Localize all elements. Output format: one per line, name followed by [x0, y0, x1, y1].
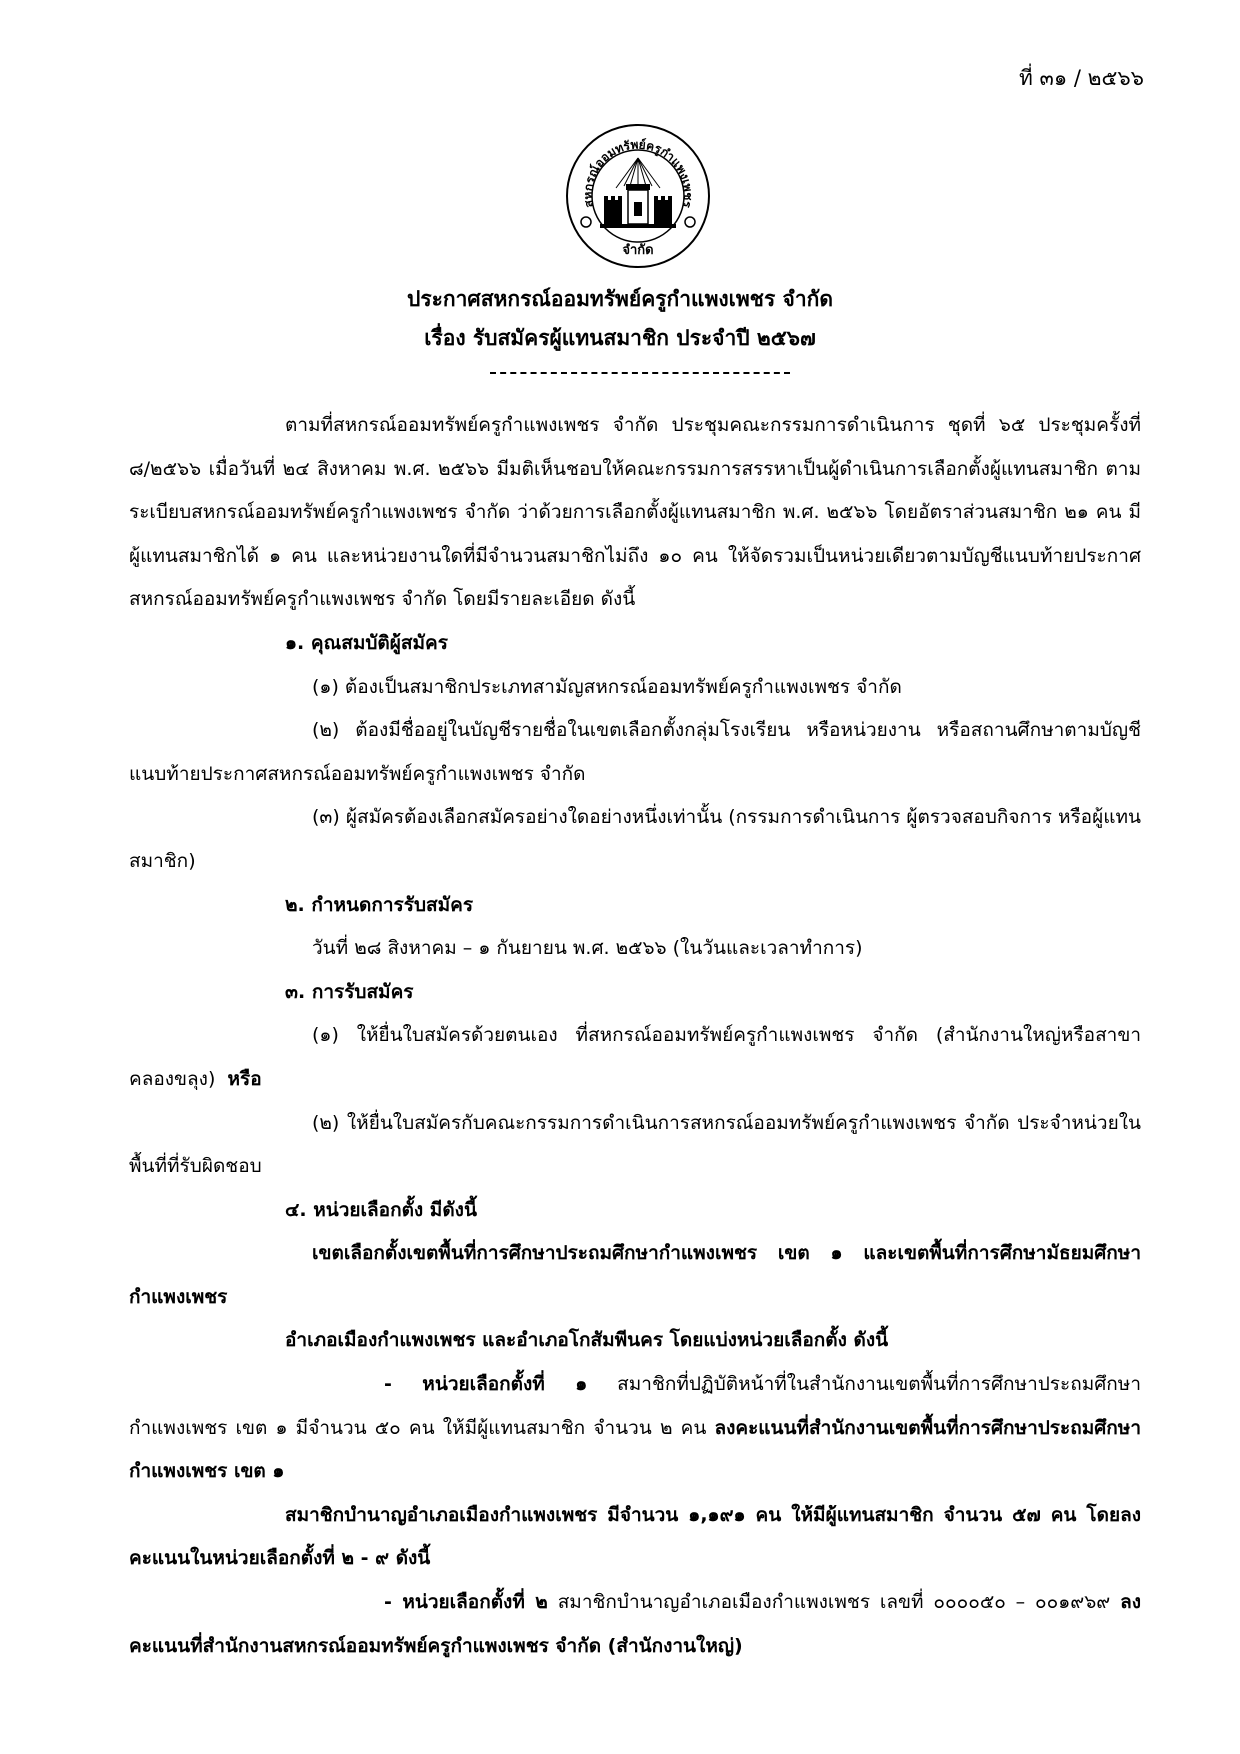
section-1-heading: ๑. คุณสมบัติผู้สมัคร [285, 631, 448, 654]
cooperative-seal-logo [564, 122, 712, 270]
announcement-subject: เรื่อง รับสมัครผู้แทนสมาชิก ประจำปี ๒๕๖๗ [424, 326, 816, 350]
election-zone: เขตเลือกตั้งเขตพื้นที่การศึกษาประถมศึกษากำแพงเพชร เขต ๑ และเขตพื้นที่การศึกษามัธยมศึกษากำแพงเพชร [129, 1242, 1141, 1308]
dashed-divider [490, 372, 790, 374]
application-dates: วันที่ ๒๘ สิงหาคม – ๑ กันยายน พ.ศ. ๒๕๖๖ (ในวันและเวลาทำการ) [312, 937, 863, 960]
polling-unit-1-location: ลงคะแนนที่สำนักงานเขตพื้นที่การศึกษาประถมศึกษากำแพงเพชร เขต ๑ [129, 1416, 1141, 1483]
or-label: หรือ [227, 1067, 262, 1090]
section-3-item-1 [129, 1014, 1141, 1101]
polling-unit-2-location: ลงคะแนนที่สำนักงานสหกรณ์ออมทรัพย์ครูกำแพงเพชร จำกัด (สำนักงานใหญ่) [129, 1591, 1141, 1657]
document-number: ที่ ๓๑ / ๒๕๖๖ [1018, 66, 1144, 90]
document-body [129, 404, 1141, 1668]
section-3-item-1-text: (๑) ให้ยื่นใบสมัครด้วยตนเอง ที่สหกรณ์ออมทรัพย์ครูกำแพงเพชร จำกัด (สำนักงานใหญ่หรือสาขาคลองขลุง) [129, 1024, 1141, 1090]
polling-unit-1-text: สมาชิกที่ปฏิบัติหน้าที่ในสำนักงานเขตพื้นที่การศึกษาประถมศึกษากำแพงเพชร เขต ๑ มีจำนวน ๕๐ คน ให้มีผู้แทนสมาชิก จำนวน ๒ คน [129, 1373, 1142, 1439]
polling-unit-1-label: - หน่วยเลือกตั้งที่ ๑ [384, 1373, 588, 1396]
section-3-heading: ๓. การรับสมัคร [285, 980, 414, 1003]
section-1-item-2: (๒) ต้องมีชื่ออยู่ในบัญชีรายชื่อในเขตเลือกตั้งกลุ่มโรงเรียน หรือหน่วยงาน หรือสถานศึกษาตามบัญชีแนบท้ายประกาศสหกรณ์ออมทรัพย์ครูกำแพงเพชร จำกัด [129, 719, 1141, 785]
district-heading: อำเภอเมืองกำแพงเพชร และอำเภอโกสัมพีนคร โดยแบ่งหน่วยเลือกตั้ง ดังนี้ [285, 1329, 889, 1352]
intro-paragraph: ตามที่สหกรณ์ออมทรัพย์ครูกำแพงเพชร จำกัด ประชุมคณะกรรมการดำเนินการ ชุดที่ ๖๕ ประชุมครั้งที่ ๘/๒๕๖๖ เมื่อวันที่ ๒๔ สิงหาคม พ.ศ. ๒๕๖๖ มีมติเห็นชอบให้คณะกรรมการสรรหาเป็นผู้ดำเนินการเลือกตั้งผู้แทนสมาชิก ตามระเบียบสหกรณ์ออมทรัพย์ครูกำแพงเพชร จำกัด ว่าด้วยการเลือกตั้งผู้แทนสมาชิก พ.ศ. ๒๕๖๖ โดยอัตราส่วนสมาชิก ๒๑ คน มีผู้แทนสมาชิกได้ ๑ คน และหน่วยงานใดที่มีจำนวนสมาชิกไม่ถึง ๑๐ คน ให้จัดรวมเป็นหน่วยเดียวตามบัญชีแนบท้ายประกาศสหกรณ์ออมทรัพย์ครูกำแพงเพชร จำกัด โดยมีรายละเอียด ดังนี้ [129, 414, 1141, 611]
section-2-heading: ๒. กำหนดการรับสมัคร [285, 893, 474, 916]
pension-members: สมาชิกบำนาญอำเภอเมืองกำแพงเพชร มีจำนวน ๑,๑๙๑ คน ให้มีผู้แทนสมาชิก จำนวน ๕๗ คน โดยลงคะแนนในหน่วยเลือกตั้งที่ ๒ - ๙ ดังนี้ [129, 1503, 1141, 1570]
section-1-item-1: (๑) ต้องเป็นสมาชิกประเภทสามัญสหกรณ์ออมทรัพย์ครูกำแพงเพชร จำกัด [312, 675, 902, 698]
announcement-title: ประกาศสหกรณ์ออมทรัพย์ครูกำแพงเพชร จำกัด [407, 287, 833, 311]
section-4-heading: ๔. หน่วยเลือกตั้ง มีดังนี้ [285, 1198, 477, 1221]
section-3-item-2: (๒) ให้ยื่นใบสมัครกับคณะกรรมการดำเนินการสหกรณ์ออมทรัพย์ครูกำแพงเพชร จำกัด ประจำหน่วยในพื้นที่ที่รับผิดชอบ [129, 1111, 1141, 1178]
section-1-item-3: (๓) ผู้สมัครต้องเลือกสมัครอย่างใดอย่างหนึ่งเท่านั้น (กรรมการดำเนินการ ผู้ตรวจสอบกิจการ หรือผู้แทนสมาชิก) [129, 806, 1141, 872]
svg-text:สหกรณ์ออมทรัพย์ครูกำแพงเพชร: สหกรณ์ออมทรัพย์ครูกำแพงเพชร [580, 137, 696, 209]
polling-unit-2-label: - หน่วยเลือกตั้งที่ ๒ [384, 1591, 548, 1614]
polling-unit-1 [129, 1363, 1141, 1494]
polling-unit-2 [129, 1581, 1141, 1668]
svg-text:จำกัด: จำกัด [622, 243, 654, 258]
polling-unit-2-text: สมาชิกบำนาญอำเภอเมืองกำแพงเพชร เลขที่ ๐๐๐๐๕๐ – ๐๐๑๙๖๙ [547, 1591, 1121, 1614]
